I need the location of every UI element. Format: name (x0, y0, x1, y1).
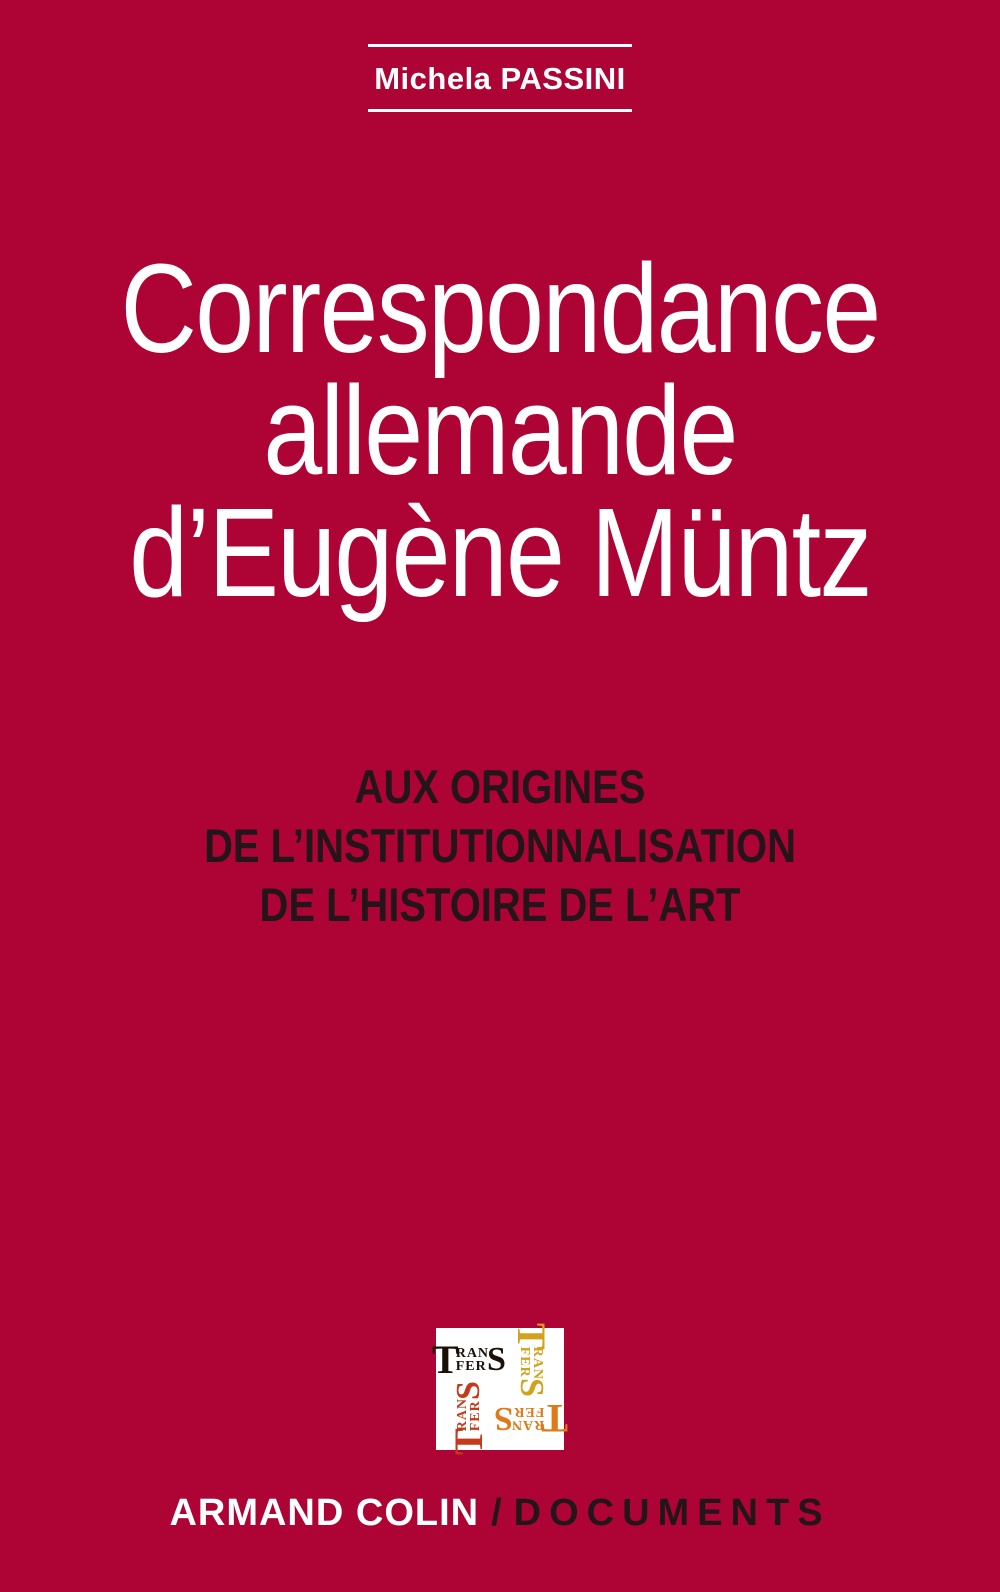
logo-text-fer: FER (517, 1346, 532, 1378)
transfers-wordmark-gold (509, 1323, 554, 1397)
logo-letter-s: S (494, 1400, 513, 1437)
transfers-wordmark-red (446, 1381, 491, 1455)
logo-letter-t: T (509, 1323, 554, 1350)
logo-letter-s: S (487, 1341, 506, 1378)
publisher-separator: / (491, 1492, 502, 1534)
publisher-name: ARMAND COLIN (169, 1492, 480, 1534)
title-line-2: allemande (263, 360, 737, 501)
subtitle-line-2: DE L’INSTITUTIONNALISATION (204, 819, 796, 872)
logo-text-ran: RAN (455, 1346, 490, 1361)
logo-letter-t: T (432, 1337, 459, 1382)
book-subtitle (75, 757, 925, 934)
transfers-wordmark-orange (494, 1396, 568, 1441)
logo-letter-s: S (513, 1378, 550, 1397)
author-block (368, 44, 632, 112)
collection-name: DOCUMENTS (513, 1492, 831, 1534)
logo-text-fer: FER (455, 1359, 487, 1374)
author-rule-bottom (368, 109, 632, 112)
transfers-logo (432, 1323, 568, 1455)
book-title (80, 238, 920, 623)
logo-text-ran: RAN (510, 1417, 545, 1432)
subtitle-line-3: DE L’HISTOIRE DE L’ART (259, 878, 741, 931)
publisher-line (0, 1492, 1000, 1535)
logo-text-ran: RAN (455, 1397, 470, 1432)
logo-letter-s: S (450, 1381, 487, 1400)
title-line-3: d’Eugène Müntz (129, 482, 871, 623)
logo-letter-t: T (541, 1396, 568, 1441)
transfers-wordmark-black (432, 1337, 506, 1382)
author-name: Michela PASSINI (374, 61, 626, 96)
subtitle-line-1: AUX ORIGINES (354, 760, 646, 813)
title-line-1: Correspondance (120, 238, 880, 379)
logo-text-fer: FER (468, 1400, 483, 1432)
logo-letter-t: T (446, 1428, 491, 1455)
logo-text-ran: RAN (530, 1346, 545, 1381)
logo-text-fer: FER (513, 1404, 545, 1419)
